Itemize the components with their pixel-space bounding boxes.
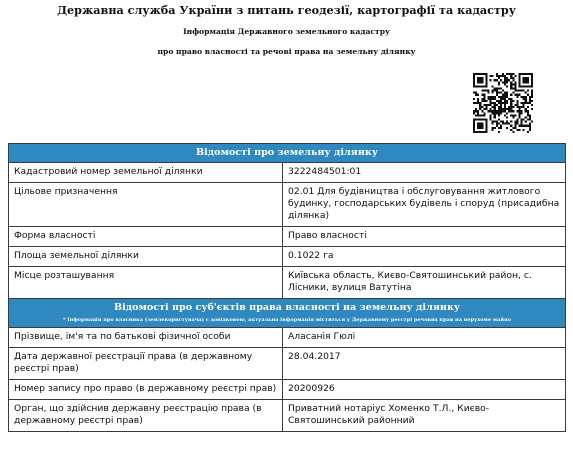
row-value: 02.01 Для будівництва і обслуговування житлового будинку, господарських будівель і споруд (присадибна ділянка): [283, 183, 566, 227]
document-subtitle: Інформація Державного земельного кадастру: [183, 27, 390, 36]
section-header-row: [9, 299, 566, 328]
row-value: Аласанія Гюлі: [283, 328, 566, 348]
section-title-owner: Відомості про суб'єктів права власності на земельну ділянку: [113, 302, 461, 313]
document-title: Державна служба України з питань геодезії, картографії та кадастру: [57, 3, 516, 17]
row-label: Прізвище, ім'я та по батькові фізичної особи: [9, 328, 283, 348]
qr-code-icon: [473, 73, 533, 133]
row-value: 20200926: [283, 380, 566, 400]
land-registry-table: [8, 143, 566, 432]
section-title-land: Відомості про земельну ділянку: [9, 144, 566, 163]
row-label: Орган, що здійснив державну реєстрацію права (в державному реєстрі прав): [9, 400, 283, 432]
row-label: Цільове призначення: [9, 183, 283, 227]
row-label: Дата державної реєстрації права (в державному реєстрі прав): [9, 348, 283, 380]
table-row: [9, 348, 566, 380]
table-row: [9, 247, 566, 267]
section-header-owner: [9, 299, 566, 328]
table-row: [9, 380, 566, 400]
row-value: 28.04.2017: [283, 348, 566, 380]
row-label: Площа земельної ділянки: [9, 247, 283, 267]
table-row: [9, 400, 566, 432]
table-row: [9, 227, 566, 247]
row-label: Місце розташування: [9, 267, 283, 299]
table-row: [9, 328, 566, 348]
section-header-row: [9, 144, 566, 163]
row-value: Київська область, Києво-Святошинський район, с. Лісники, вулиця Ватутіна: [283, 267, 566, 299]
table-row: [9, 267, 566, 299]
row-value: 0.1022 га: [283, 247, 566, 267]
section-note: * Інформація про власника (землекористувача) є довідковою, актуальна інформація міститься у Державному реєстрі речових прав на нерухоме майно: [62, 317, 512, 323]
row-label: Номер запису про право (в державному реєстрі прав): [9, 380, 283, 400]
table-row: [9, 183, 566, 227]
row-label: Форма власності: [9, 227, 283, 247]
row-label: Кадастровий номер земельної ділянки: [9, 163, 283, 183]
document-subtitle-2: про право власності та речові права на земельну ділянку: [157, 47, 416, 56]
row-value: 3222484501:01: [283, 163, 566, 183]
row-value: Право власності: [283, 227, 566, 247]
table-row: [9, 163, 566, 183]
row-value: Приватний нотаріус Хоменко Т.Л., Києво-Святошинський районний: [283, 400, 566, 432]
